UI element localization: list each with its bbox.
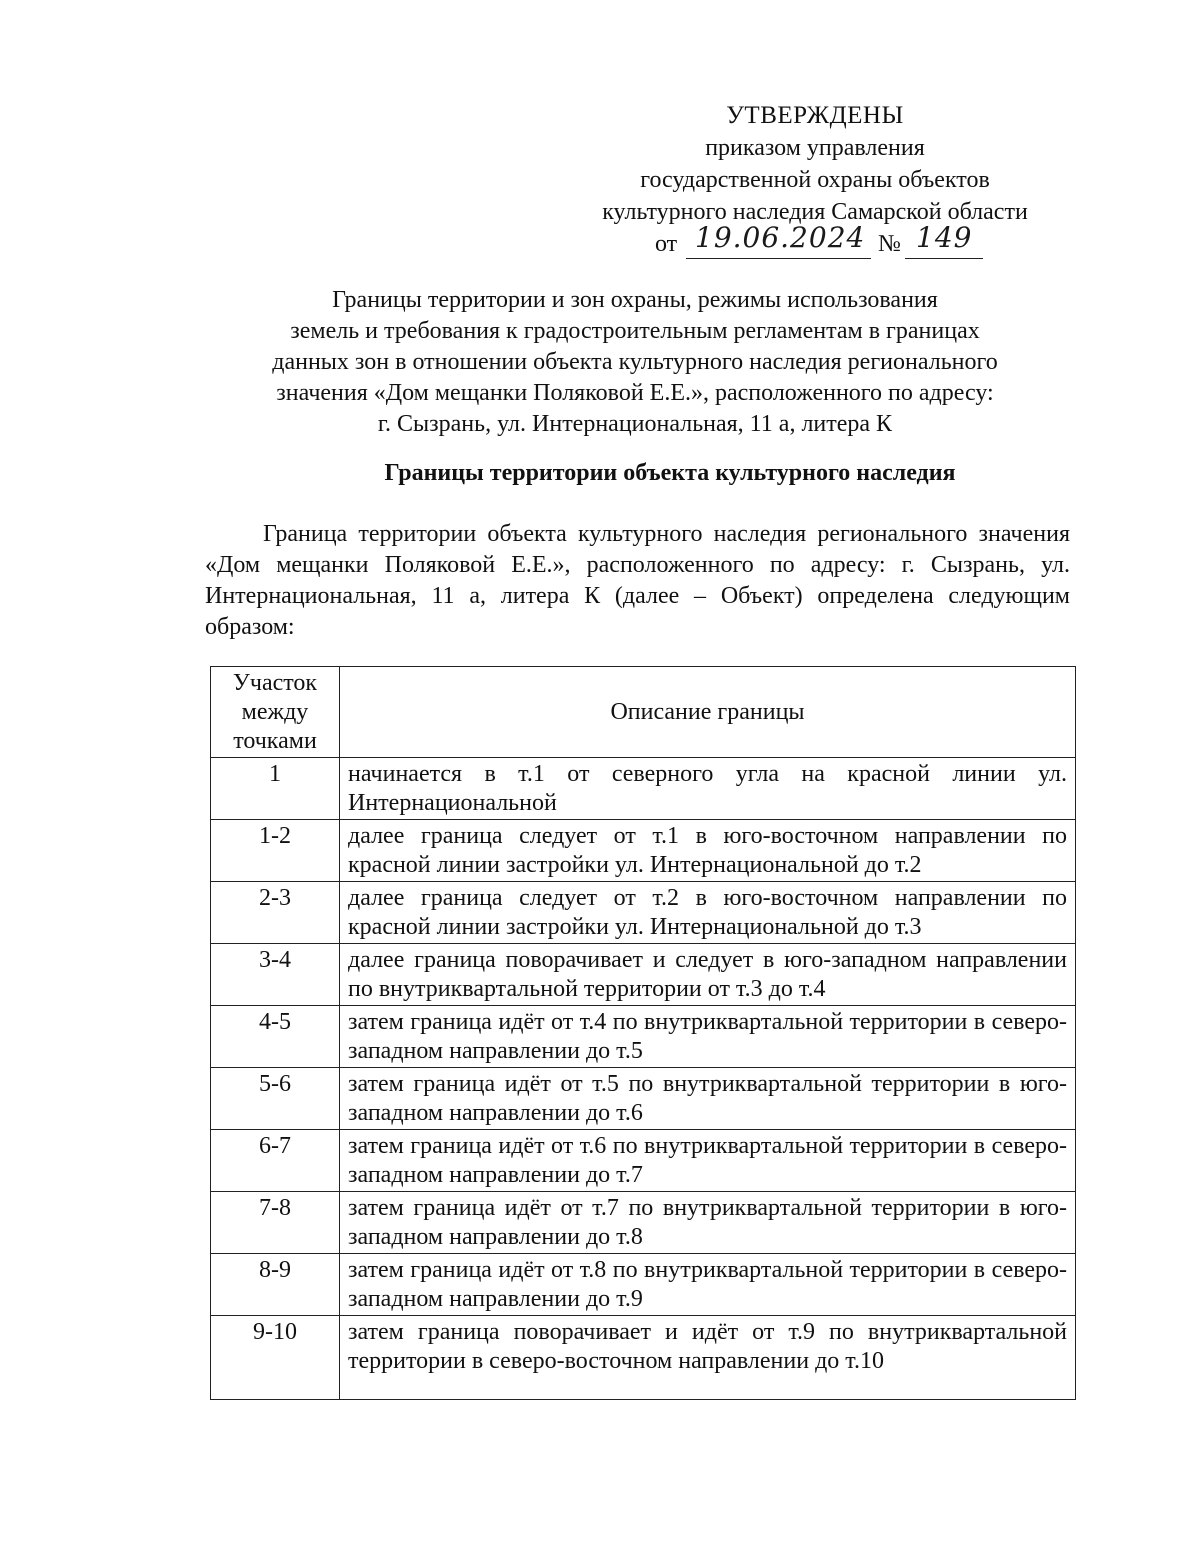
table-row bbox=[211, 1068, 1076, 1130]
description-cell: затем граница идёт от т.6 по внутриквартальной территории в северо-западном направлении до т.7 bbox=[340, 1130, 1076, 1192]
segment-cell: 6-7 bbox=[211, 1130, 340, 1192]
number-underline bbox=[905, 258, 983, 259]
handwritten-number: 149 bbox=[916, 221, 973, 254]
title-line-3: данных зон в отношении объекта культурного наследия регионального bbox=[272, 349, 998, 375]
approval-heading: УТВЕРЖДЕНЫ bbox=[726, 102, 904, 129]
table-row bbox=[211, 1192, 1076, 1254]
description-cell: затем граница идёт от т.5 по внутриквартальной территории в юго-западном направлении до т.6 bbox=[340, 1068, 1076, 1130]
column-header-segment: Участок между точками bbox=[211, 667, 340, 758]
segment-cell: 8-9 bbox=[211, 1254, 340, 1316]
segment-cell: 5-6 bbox=[211, 1068, 340, 1130]
column-header-description: Описание границы bbox=[340, 667, 1076, 758]
segment-cell: 1 bbox=[211, 758, 340, 820]
table-row bbox=[211, 1006, 1076, 1068]
description-cell: далее граница следует от т.2 в юго-восточном направлении по красной линии застройки ул. Интернациональной до т.3 bbox=[340, 882, 1076, 944]
document-title bbox=[200, 285, 1070, 440]
approval-line-1: приказом управления bbox=[705, 135, 925, 161]
description-cell: далее граница поворачивает и следует в юго-западном направлении по внутриквартальной территории от т.3 до т.4 bbox=[340, 944, 1076, 1006]
description-cell: затем граница идёт от т.7 по внутриквартальной территории в юго-западном направлении до т.8 bbox=[340, 1192, 1076, 1254]
title-line-1: Границы территории и зон охраны, режимы использования bbox=[332, 287, 938, 313]
title-line-2: земель и требования к градостроительным регламентам в границах bbox=[290, 318, 980, 344]
section-heading: Границы территории объекта культурного наследия bbox=[384, 460, 956, 486]
table-row bbox=[211, 1130, 1076, 1192]
title-line-4: значения «Дом мещанки Поляковой Е.Е.», расположенного по адресу: bbox=[276, 380, 994, 406]
table-row bbox=[211, 820, 1076, 882]
segment-cell: 9-10 bbox=[211, 1316, 340, 1400]
date-prefix: от bbox=[655, 231, 678, 257]
description-cell: затем граница идёт от т.4 по внутриквартальной территории в северо-западном направлении до т.5 bbox=[340, 1006, 1076, 1068]
intro-paragraph: Граница территории объекта культурного наследия регионального значения «Дом мещанки Поляковой Е.Е.», расположенного по адресу: г. Сызрань, ул. Интернациональная, 11 а, литера К (далее – Объект) определена следующим образом: bbox=[205, 521, 1070, 640]
approval-stamp-block bbox=[560, 100, 1070, 262]
date-underline bbox=[686, 258, 871, 259]
boundary-table bbox=[210, 666, 1076, 1400]
description-cell: затем граница поворачивает и идёт от т.9 по внутриквартальной территории в северо-восточном направлении до т.10 bbox=[340, 1316, 1076, 1400]
description-cell: начинается в т.1 от северного угла на красной линии ул. Интернациональной bbox=[340, 758, 1076, 820]
description-cell: затем граница идёт от т.8 по внутриквартальной территории в северо-западном направлении до т.9 bbox=[340, 1254, 1076, 1316]
table-header-row bbox=[211, 667, 1076, 758]
handwritten-date: 19.06.2024 bbox=[695, 221, 866, 254]
table-row bbox=[211, 882, 1076, 944]
segment-cell: 1-2 bbox=[211, 820, 340, 882]
number-prefix: № bbox=[878, 231, 901, 257]
segment-cell: 2-3 bbox=[211, 882, 340, 944]
table-row bbox=[211, 1254, 1076, 1316]
table-row bbox=[211, 758, 1076, 820]
title-line-5: г. Сызрань, ул. Интернациональная, 11 а, литера К bbox=[377, 411, 893, 437]
table-row bbox=[211, 944, 1076, 1006]
table-row bbox=[211, 1316, 1076, 1400]
segment-cell: 7-8 bbox=[211, 1192, 340, 1254]
approval-line-3: культурного наследия Самарской области bbox=[602, 199, 1028, 225]
approval-line-2: государственной охраны объектов bbox=[640, 167, 990, 193]
segment-cell: 4-5 bbox=[211, 1006, 340, 1068]
description-cell: далее граница следует от т.1 в юго-восточном направлении по красной линии застройки ул. Интернациональной до т.2 bbox=[340, 820, 1076, 882]
approval-date-line bbox=[560, 221, 1070, 262]
segment-cell: 3-4 bbox=[211, 944, 340, 1006]
